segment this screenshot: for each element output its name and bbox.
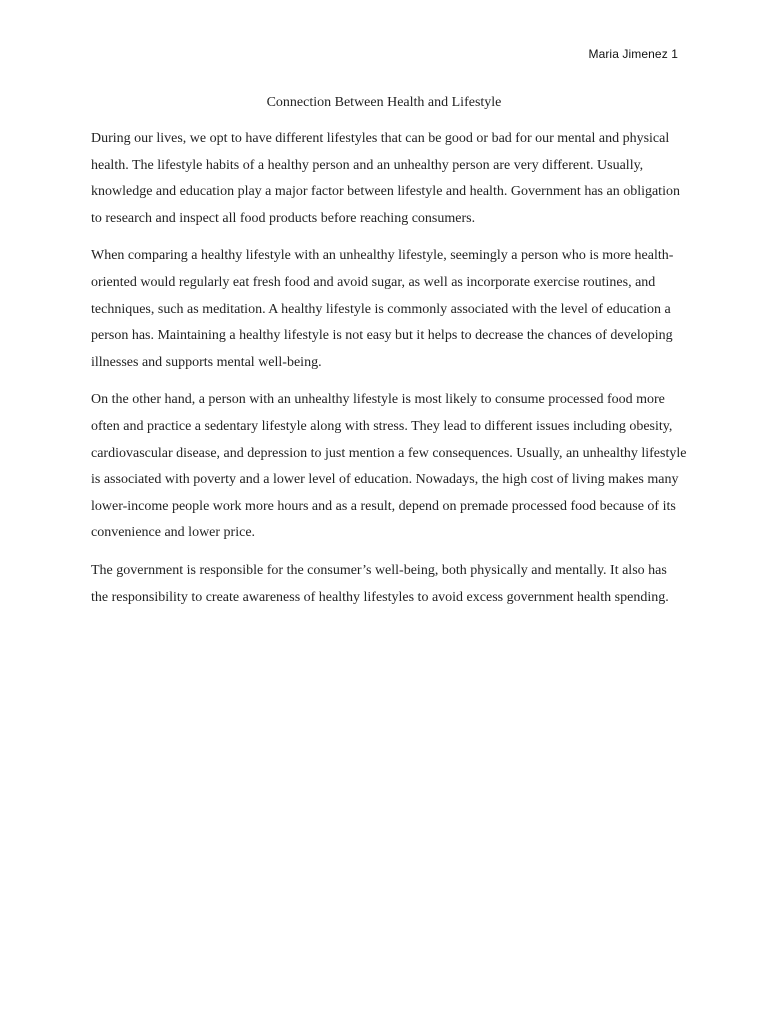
paragraph-4: The government is responsible for the consumer’s well-being, both physically and mentally. It also has the responsibility to create awareness of healthy lifestyles to avoid excess government health spending.: [91, 562, 669, 605]
paragraph-2: When comparing a healthy lifestyle with an unhealthy lifestyle, seemingly a person who is more health-oriented would regularly eat fresh food and avoid sugar, as well as incorporate exercise routines, and techniques, such as meditation. A healthy lifestyle is commonly associated with the level of education a person has. Maintaining a healthy lifestyle is not easy but it helps to decrease the chances of developing illnesses and supports mental well-being.: [91, 248, 674, 370]
paragraph-1: During our lives, we opt to have different lifestyles that can be good or bad for our mental and physical health. The lifestyle habits of a healthy person and an unhealthy person are very different. Usually, knowledge and education play a major factor between lifestyle and health. Government has an obligation to research and inspect all food products before reaching consumers.: [91, 131, 680, 226]
document-title: Connection Between Health and Lifestyle: [266, 95, 502, 110]
document-body: [91, 126, 687, 622]
running-head: Maria Jimenez 1: [588, 47, 678, 61]
paragraph-3: On the other hand, a person with an unhealthy lifestyle is most likely to consume processed food more often and practice a sedentary lifestyle along with stress. They lead to different issues including obesity, cardiovascular disease, and depression to just mention a few consequences. Usually, an unhealthy lifestyle is associated with poverty and a lower level of education. Nowadays, the high cost of living makes many lower-income people work more hours and as a result, depend on premade processed food because of its convenience and lower price.: [91, 392, 687, 541]
